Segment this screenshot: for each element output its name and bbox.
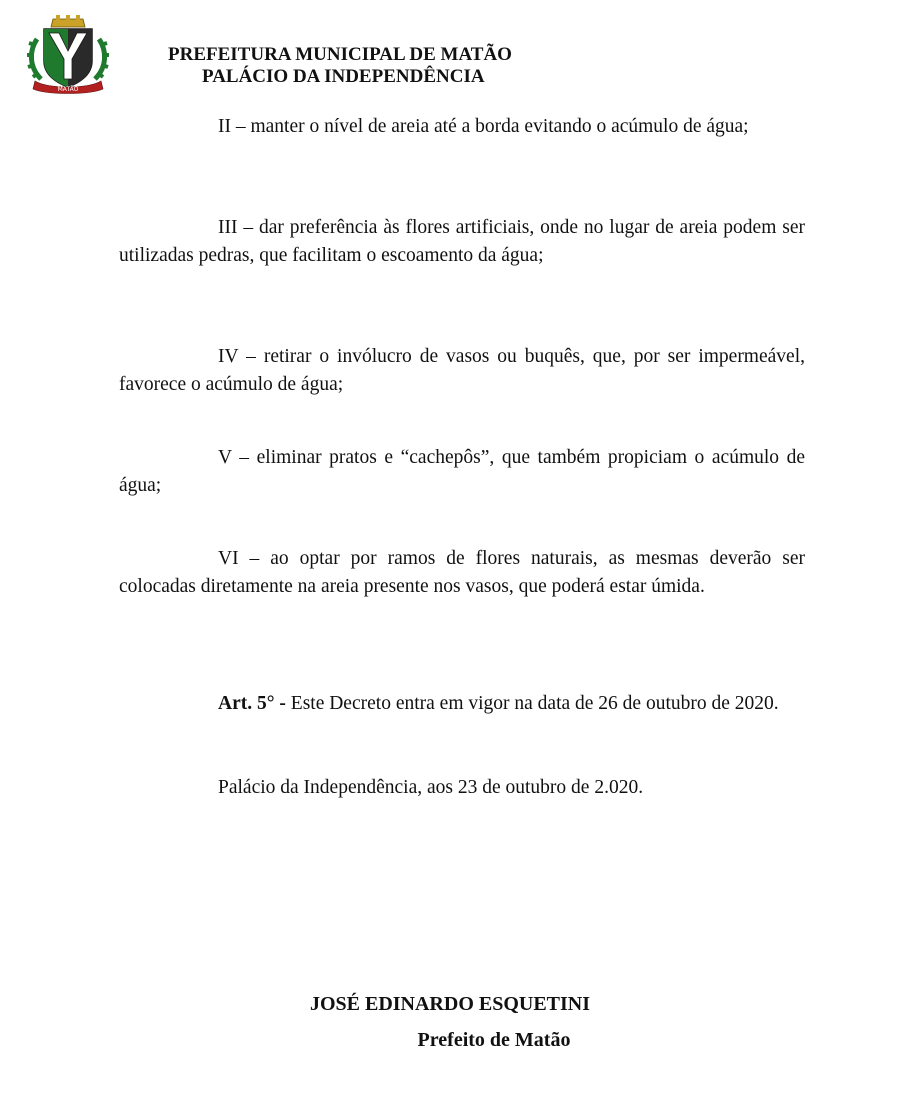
body-block-iv xyxy=(119,343,805,399)
header-subtitle: PALÁCIO DA INDEPENDÊNCIA xyxy=(202,66,485,87)
item-vi: VI – ao optar por ramos de flores naturais, as mesmas deverão ser colocadas diretamente na areia presente nos vasos, que poderá estar úmida. xyxy=(119,548,805,597)
header-title: PREFEITURA MUNICIPAL DE MATÃO xyxy=(168,44,512,65)
body-block-vi xyxy=(119,545,805,601)
article-separator: - xyxy=(274,693,291,714)
item-iv: IV – retirar o invólucro de vasos ou buquês, que, por ser impermeável, favorece o acúmulo de água; xyxy=(119,346,805,395)
article-label: Art. 5° xyxy=(218,693,275,714)
item-v: V – eliminar pratos e “cachepôs”, que também propiciam o acúmulo de água; xyxy=(119,447,805,496)
municipal-crest-logo xyxy=(27,15,109,95)
document-header xyxy=(168,44,512,88)
crest-ribbon-text: MATÃO xyxy=(57,86,79,93)
body-text xyxy=(119,113,805,141)
signatory-name: JOSÉ EDINARDO ESQUETINI xyxy=(309,993,591,1015)
signatory-title: Prefeito de Matão xyxy=(417,1029,571,1051)
body-block-iii xyxy=(119,214,805,270)
body-block-v xyxy=(119,444,805,500)
item-iii: III – dar preferência às flores artificiais, onde no lugar de areia podem ser utilizadas pedras, que facilitam o escoamento da água; xyxy=(119,217,805,266)
article-5 xyxy=(119,690,805,718)
closing-line: Palácio da Independência, aos 23 de outubro de 2.020. xyxy=(218,777,644,798)
item-ii: II – manter o nível de areia até a borda evitando o acúmulo de água; xyxy=(218,116,749,137)
closing-block xyxy=(119,774,805,802)
article-text: Este Decreto entra em vigor na data de 26 de outubro de 2020. xyxy=(290,693,779,714)
